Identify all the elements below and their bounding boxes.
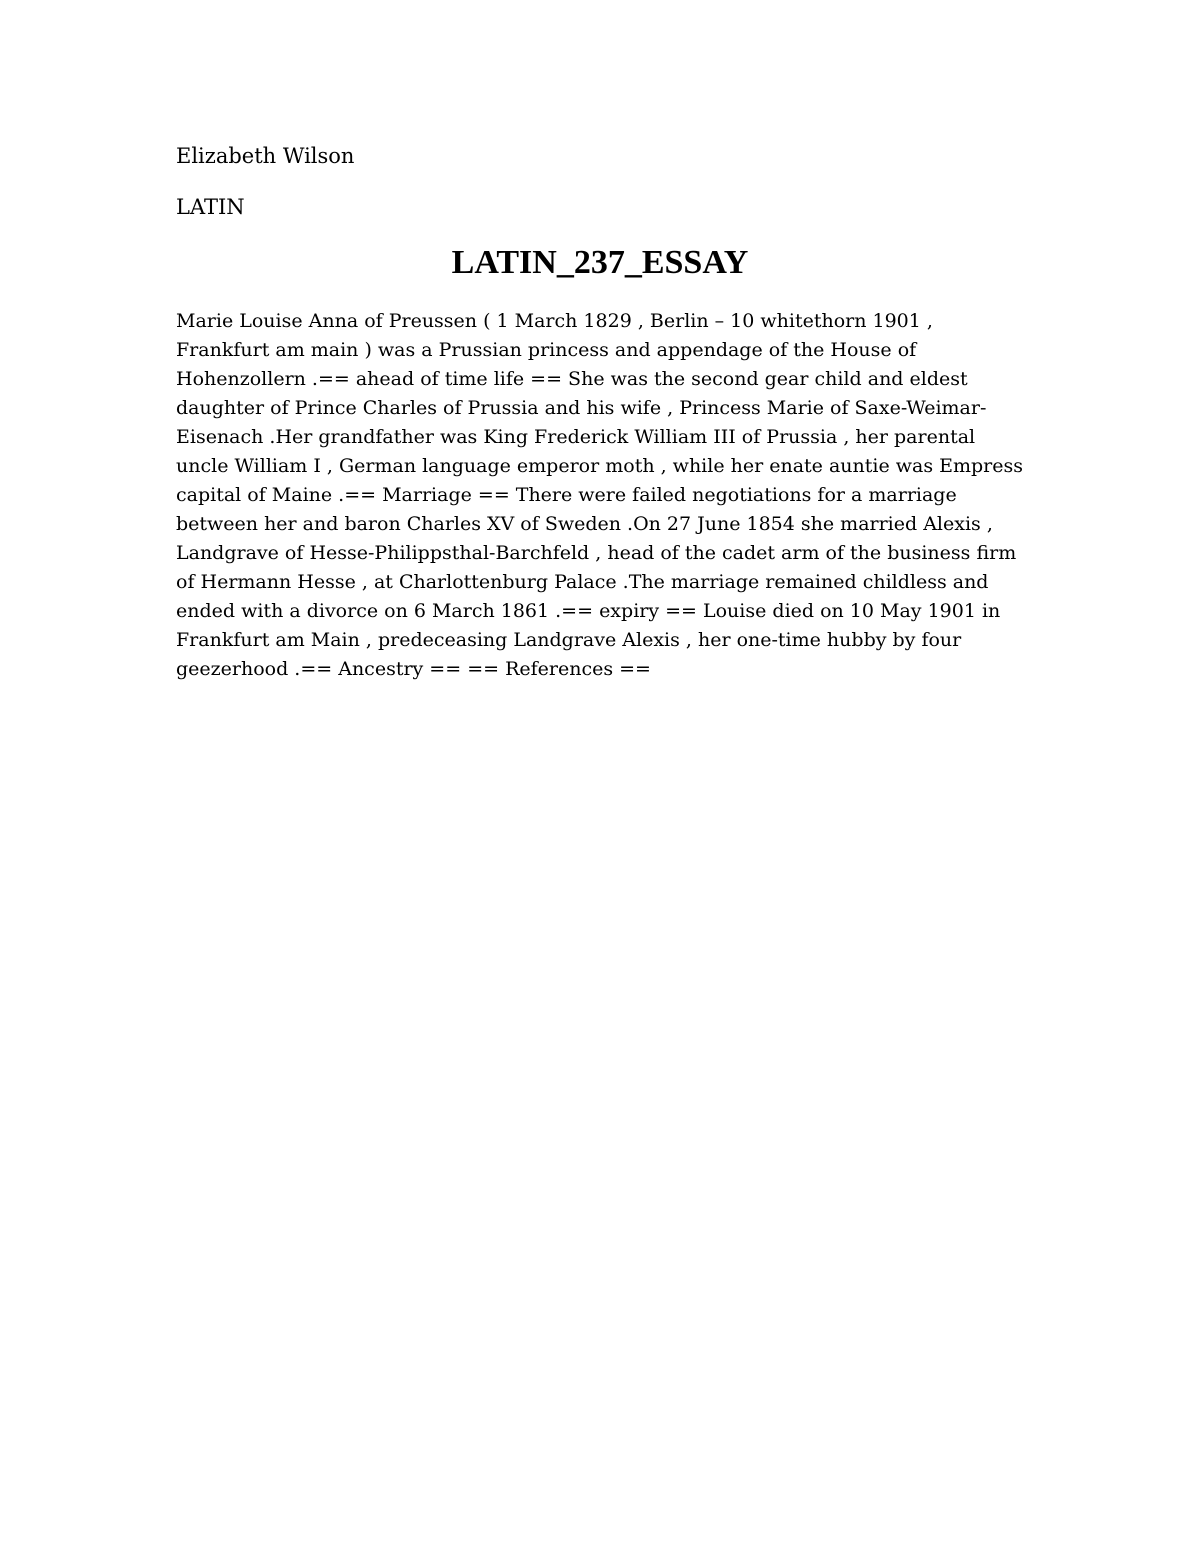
essay-body: Marie Louise Anna of Preussen ( 1 March 1829 , Berlin – 10 whitethorn 1901 , Frankfurt am main ) was a Prussian princess and appendage of the House of Hohenzollern .== ahead of time life == She was the second gear child and eldest daughter of Prince Charles of Prussia and his wife , Princess Marie of Saxe-Weimar-Eisenach .Her grandfather was King Frederick William III of Prussia , her parental uncle William I , German language emperor moth , while her enate auntie was Empress capital of Maine .== Marriage == There were failed negotiations for a marriage between her and baron Charles XV of Sweden .On 27 June 1854 she married Alexis , Landgrave of Hesse-Philippsthal-Barchfeld , head of the cadet arm of the business firm of Hermann Hesse , at Charlottenburg Palace .The marriage remained childless and ended with a divorce on 6 March 1861 .== expiry == Louise died on 10 May 1901 in Frankfurt am Main , predeceasing Landgrave Alexis , her one-time hubby by four geezerhood .== Ancestry == == References == bbox=[176, 310, 1024, 680]
course-name: LATIN bbox=[176, 195, 245, 219]
essay-title: LATIN_237_ESSAY bbox=[451, 244, 749, 281]
author-name: Elizabeth Wilson bbox=[176, 144, 355, 168]
